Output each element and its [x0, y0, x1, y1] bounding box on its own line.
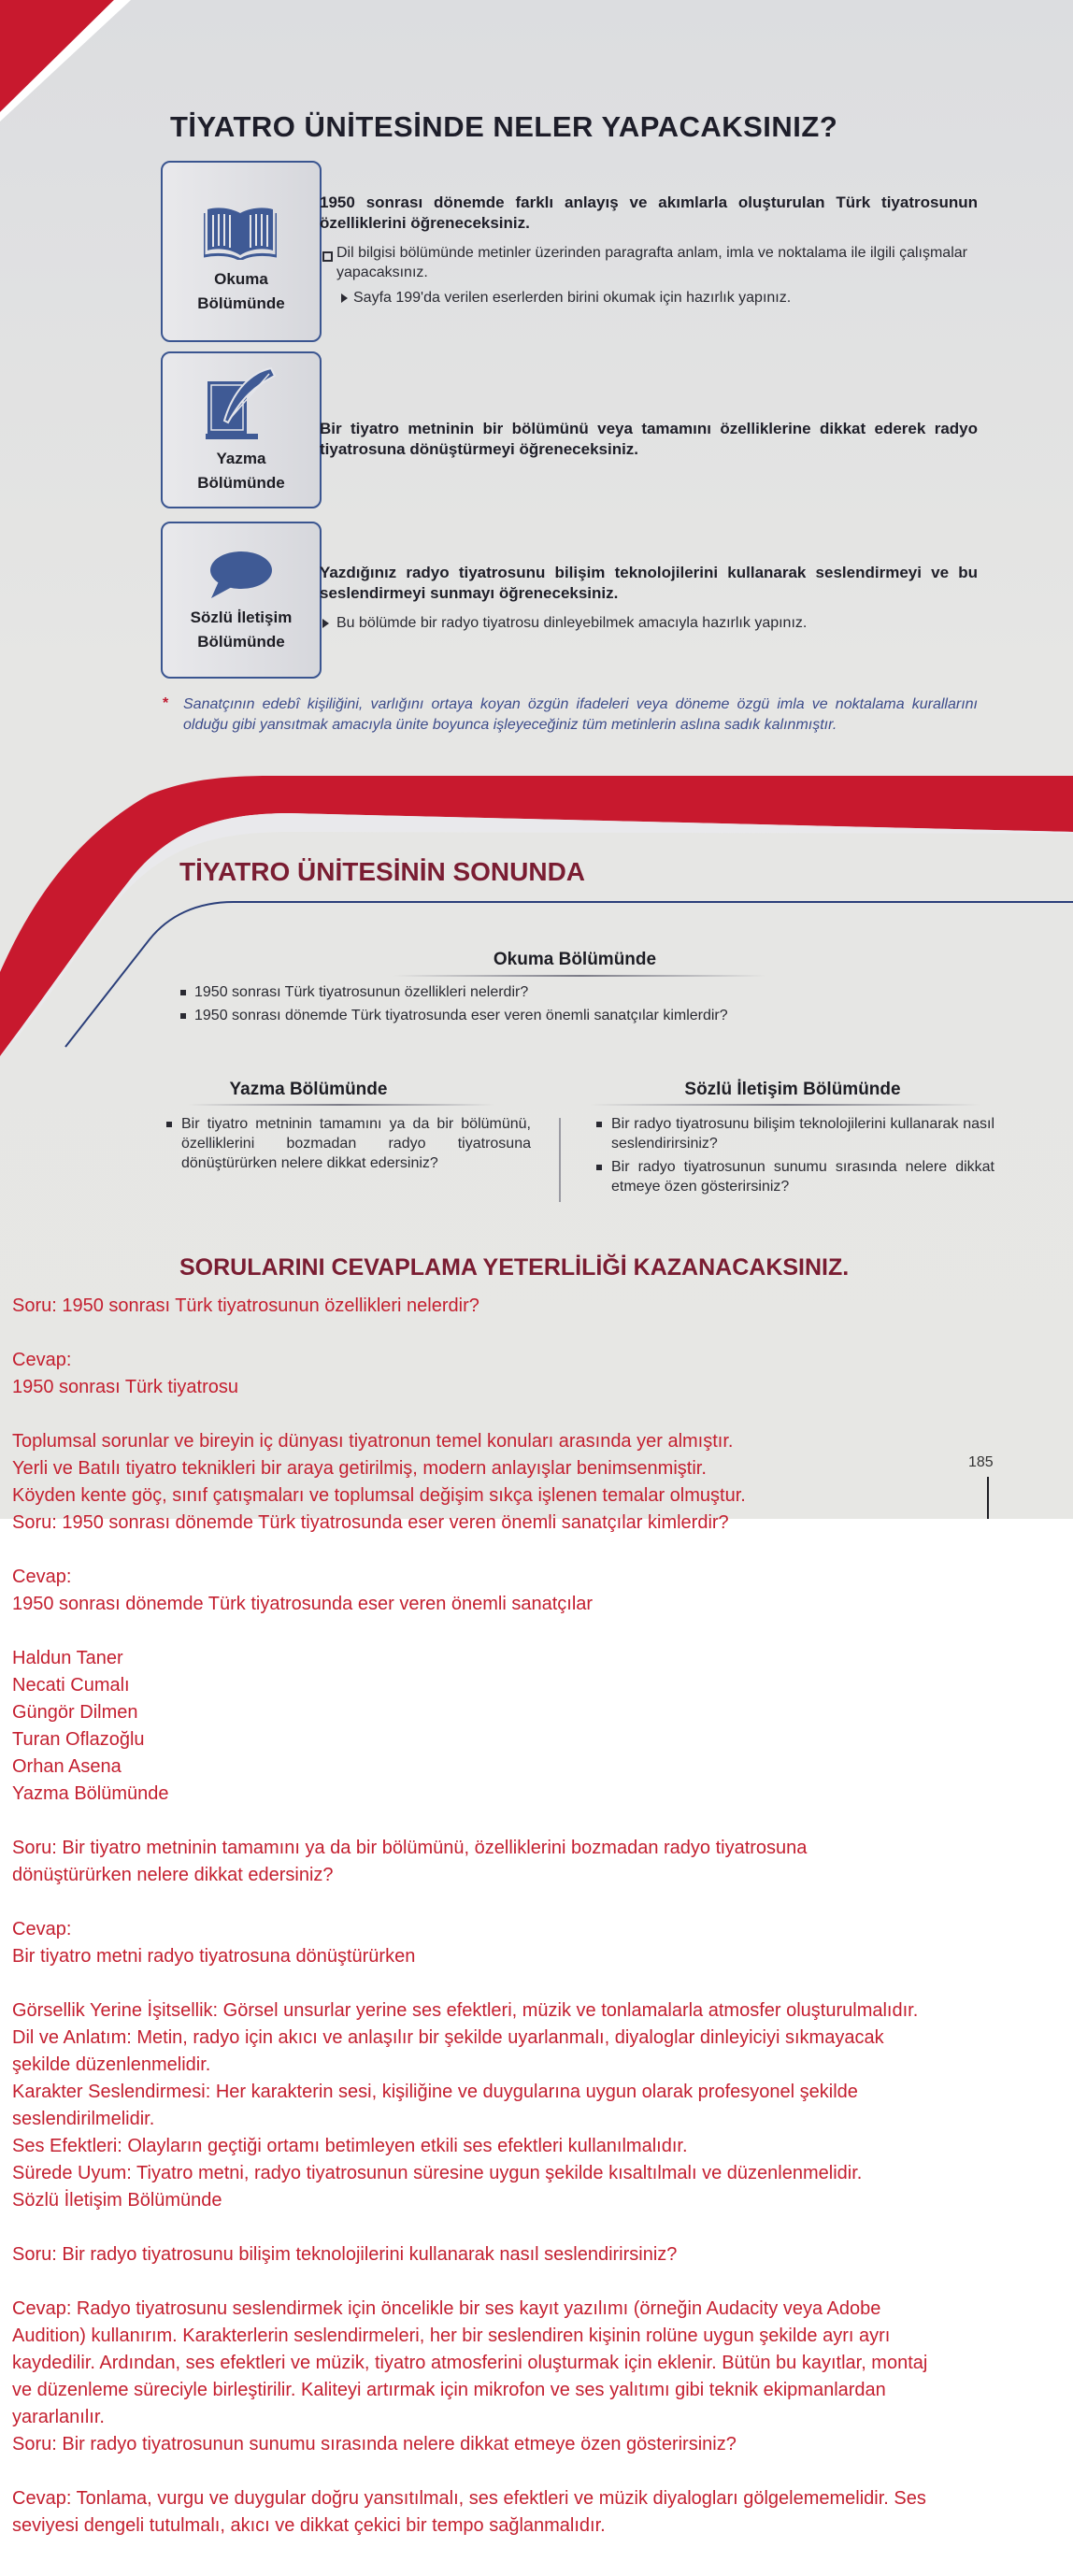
end-writing-heading: Yazma Bölümünde — [229, 1080, 388, 1099]
end-speaking-heading: Sözlü İletişim Bölümünde — [684, 1080, 901, 1099]
answer-line: kaydedilir. Ardından, ses efektleri ve müzik, tiyatro atmosferini oluşturmak için eklenir. Bütün bu kayıtlar, montaj — [12, 2353, 928, 2373]
note-marker: * — [163, 695, 169, 711]
speaking-card-label-2: Bölümünde — [197, 633, 285, 651]
heading-underline — [187, 1104, 495, 1106]
feather-pen-icon — [204, 366, 279, 441]
answer-line: Audition) kullanırım. Karakterlerin seslendirmeleri, her bir seslendiren kişinin rolüne uygun şekilde ayrı ayrı — [12, 2326, 891, 2346]
bullet-icon — [180, 990, 186, 995]
square-bullet-icon — [322, 251, 333, 262]
section-title-end: TİYATRO ÜNİTESİNİN SONUNDA — [179, 857, 586, 886]
writing-card-label-1: Yazma — [216, 450, 266, 467]
reading-bullet-2: Sayfa 199'da verilen eserlerden birini okumak için hazırlık yapınız. — [353, 290, 792, 306]
answer-line: Karakter Seslendirmesi: Her karakterin sesi, kişiliğine ve duygularına uygun olarak profesyonel şekilde — [12, 2082, 858, 2102]
end-writing-item-1: Bir tiyatro metninin tamamını ya da bir bölümünü, özelliklerini bozmadan radyo tiyatrosuna dönüştürürken nelere dikkat edersiniz? — [181, 1116, 531, 1171]
reading-card-label-2: Bölümünde — [197, 294, 285, 312]
writing-card-label-2: Bölümünde — [197, 474, 285, 492]
note-text: Sanatçının edebî kişiliğini, varlığını ortaya koyan özgün ifadeleri veya döneme özgü imla ve noktalama kurallarını olduğu gibi yansıtmak amacıyla ünite boyunca işleyeceğiniz tüm metinlerin aslına sadık kalınmıştır. — [183, 696, 978, 733]
answer-line: Dil ve Anlatım: Metin, radyo için akıcı ve anlaşılır bir şekilde uyarlanmalı, diyaloglar dinleyiciyi sıkmayacak — [12, 2027, 884, 2048]
page-title: TİYATRO ÜNİTESİNDE NELER YAPACAKSINIZ? — [170, 110, 838, 143]
answer-line: Soru: 1950 sonrası dönemde Türk tiyatrosunda eser veren önemli sanatçılar kimlerdir? — [12, 1512, 729, 1533]
speaking-card — [161, 522, 322, 679]
reading-bullet-1: Dil bilgisi bölümünde metinler üzerinden paragrafta anlam, imla ve noktalama ile ilgili çalışmalar yapacaksınız. — [336, 245, 967, 280]
writing-card — [161, 351, 322, 508]
answer-line: Cevap: Radyo tiyatrosunu seslendirmek için öncelikle bir ses kayıt yazılımı (örneğin Audacity veya Adobe — [12, 2298, 881, 2319]
column-divider — [559, 1118, 561, 1202]
end-reading-item-2: 1950 sonrası dönemde Türk tiyatrosunda eser veren önemli sanatçılar kimlerdir? — [194, 1008, 728, 1023]
end-speaking-item-2: Bir radyo tiyatrosunun sunumu sırasında nelere dikkat etmeye özen gösterirsiniz? — [611, 1159, 994, 1195]
answer-line: Güngör Dilmen — [12, 1702, 138, 1723]
answer-line: Soru: Bir tiyatro metninin tamamını ya da bir bölümünü, özelliklerini bozmadan radyo tiyatrosuna — [12, 1838, 808, 1858]
end-reading-item-1: 1950 sonrası Türk tiyatrosunun özellikleri nelerdir? — [194, 984, 529, 1000]
triangle-bullet-icon — [322, 619, 329, 628]
answer-line: Necati Cumalı — [12, 1675, 130, 1696]
answer-line: Bir tiyatro metni radyo tiyatrosuna dönüştürürken — [12, 1946, 416, 1967]
page-number: 185 — [968, 1454, 994, 1470]
page-number-rule — [987, 1477, 989, 1519]
reading-description: 1950 sonrası dönemde farklı anlayış ve akımlarla oluşturulan Türk tiyatrosunun özelliklerini öğreneceksiniz. — [320, 193, 978, 232]
answer-line: 1950 sonrası Türk tiyatrosu — [12, 1377, 238, 1397]
triangle-bullet-icon — [341, 293, 348, 303]
answer-line: Sözlü İletişim Bölümünde — [12, 2190, 222, 2211]
answer-line: Köyden kente göç, sınıf çatışmaları ve toplumsal değişim sıkça işlenen temalar olmuştur. — [12, 1485, 746, 1506]
speech-bubble-icon — [204, 550, 279, 602]
answer-line: Soru: 1950 sonrası Türk tiyatrosunun özellikleri nelerdir? — [12, 1295, 479, 1316]
writing-description: Bir tiyatro metninin bir bölümünü veya tamamını özelliklerine dikkat ederek radyo tiyatrosuna dönüştürmeyi öğreneceksiniz. — [320, 420, 978, 458]
reading-card — [161, 161, 322, 342]
corner-decoration — [0, 0, 131, 122]
end-speaking-item-1: Bir radyo tiyatrosunu bilişim teknolojilerini kullanarak nasıl seslendirirsiniz? — [611, 1116, 994, 1152]
answer-line: Ses Efektleri: Olayların geçtiği ortamı betimleyen etkili ses efektleri kullanılmalıdır. — [12, 2136, 688, 2156]
answer-line: Soru: Bir radyo tiyatrosunun sunumu sırasında nelere dikkat etmeye özen gösterirsiniz? — [12, 2434, 737, 2454]
answer-line: Cevap: — [12, 1350, 72, 1370]
speaking-description: Yazdığınız radyo tiyatrosunu bilişim teknolojilerini kullanarak seslendirmeyi ve bu seslendirmeyi sunmayı öğreneceksiniz. — [320, 564, 978, 602]
end-reading-heading: Okuma Bölümünde — [493, 950, 657, 969]
reading-card-label-1: Okuma — [214, 270, 268, 288]
answer-line: Cevap: — [12, 1919, 72, 1939]
answer-line: seviyesi dengeli tutulmalı, akıcı ve dikkat çekici bir tempo sağlanmalıdır. — [12, 2515, 606, 2536]
heading-underline — [589, 1104, 981, 1106]
bullet-icon — [166, 1122, 172, 1127]
bullet-icon — [596, 1165, 602, 1170]
answer-line: Yerli ve Batılı tiyatro teknikleri bir araya getirilmiş, modern anlayışlar benimsenmiştir. — [12, 1458, 707, 1479]
answer-line: şekilde düzenlenmelidir. — [12, 2054, 211, 2075]
answer-line: Cevap: Tonlama, vurgu ve duygular doğru yansıtılmalı, ses efektleri ve müzik diyalogları gölgelememelidir. Ses — [12, 2488, 926, 2509]
speaking-card-label-1: Sözlü İletişim — [190, 608, 293, 626]
bullet-icon — [180, 1013, 186, 1019]
answer-line: Yazma Bölümünde — [12, 1783, 169, 1804]
answer-line: Haldun Taner — [12, 1648, 123, 1668]
answer-line: Orhan Asena — [12, 1756, 122, 1777]
answer-line: Sürede Uyum: Tiyatro metni, radyo tiyatrosunun süresine uygun şekilde kısaltılmalı ve düzenlenmelidir. — [12, 2163, 863, 2183]
bullet-icon — [596, 1122, 602, 1127]
answer-line: Görsellik Yerine İşitsellik: Görsel unsurlar yerine ses efektleri, müzik ve tonlamalarla atmosfer oluşturulmalıdır. — [12, 2000, 919, 2021]
answer-line: Turan Oflazoğlu — [12, 1729, 145, 1750]
answer-line: seslendirilmelidir. — [12, 2109, 155, 2129]
speaking-bullet-1: Bu bölümde bir radyo tiyatrosu dinleyebilmek amacıyla hazırlık yapınız. — [336, 615, 808, 631]
answer-line: Soru: Bir radyo tiyatrosunu bilişim teknolojilerini kullanarak nasıl seslendirirsiniz? — [12, 2244, 678, 2265]
competence-title: SORULARINI CEVAPLAMA YETERLİLİĞİ KAZANACAKSINIZ. — [179, 1254, 850, 1281]
answer-line: yararlanılır. — [12, 2407, 105, 2427]
answer-line: dönüştürürken nelere dikkat edersiniz? — [12, 1865, 334, 1885]
answer-line: Toplumsal sorunlar ve bireyin iç dünyası tiyatronun temel konuları arasında yer almıştır. — [12, 1431, 734, 1452]
open-book-icon — [204, 206, 277, 260]
answer-line: ve düzenleme süreciyle birleştirilir. Kaliteyi artırmak için mikrofon ve ses yalıtımı gibi teknik ekipmanlardan — [12, 2380, 886, 2400]
answer-line: 1950 sonrası dönemde Türk tiyatrosunda eser veren önemli sanatçılar — [12, 1594, 594, 1614]
heading-underline — [393, 975, 766, 977]
answer-line: Cevap: — [12, 1567, 72, 1587]
